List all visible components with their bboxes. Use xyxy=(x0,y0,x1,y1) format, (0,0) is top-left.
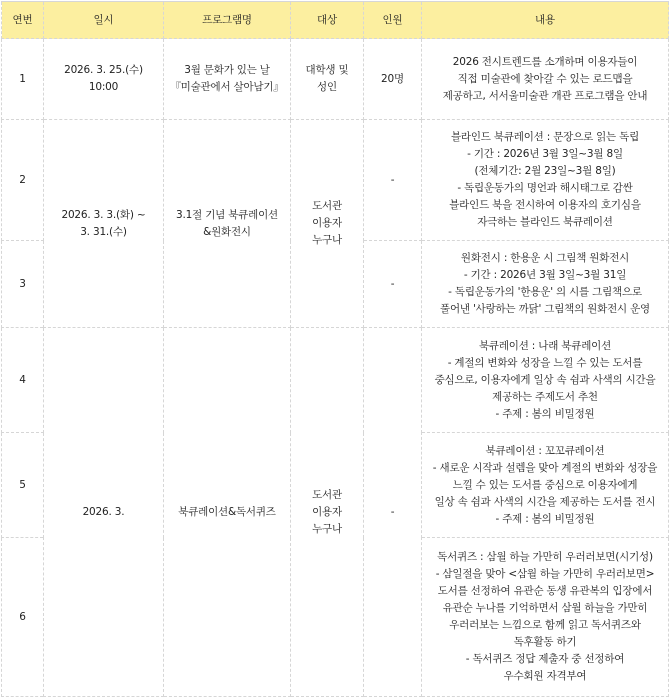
content-cell: 북큐레이션 : 꼬꼬큐레이션 - 새로운 시작과 설렘을 맞아 계절의 변화와 성장을 느낄 수 있는 도서를 중심으로 이용자에게 일상 속 쉼과 사색의 시간을 제공하는 도서를 전시 - 주제 : 봄의 비밀정원 xyxy=(422,433,669,538)
header-number: 연번 xyxy=(2,2,44,39)
header-target: 대상 xyxy=(291,2,364,39)
count-cell: - xyxy=(364,120,422,241)
program-cell: 3월 문화가 있는 날 『미술관에서 살아남기』 xyxy=(164,39,291,120)
program-table xyxy=(1,1,669,697)
table-header-row xyxy=(2,2,669,39)
target-cell: 도서관 이용자 누구나 xyxy=(291,328,364,697)
date-cell: 2026. 3. xyxy=(44,328,164,697)
target-cell: 도서관 이용자 누구나 xyxy=(291,120,364,328)
table-row xyxy=(2,328,669,433)
row-number: 5 xyxy=(2,433,44,538)
row-number: 1 xyxy=(2,39,44,120)
table-row xyxy=(2,120,669,241)
count-cell: 20명 xyxy=(364,39,422,120)
header-count: 인원 xyxy=(364,2,422,39)
row-number: 3 xyxy=(2,241,44,328)
table-row xyxy=(2,39,669,120)
header-date: 일시 xyxy=(44,2,164,39)
content-cell: 북큐레이션 : 나래 북큐레이션 - 계절의 변화와 성장을 느낄 수 있는 도서를 중심으로, 이용자에게 일상 속 쉼과 사색의 시간을 제공하는 주제도서 추천 - 주제 : 봄의 비밀정원 xyxy=(422,328,669,433)
program-cell: 북큐레이션&독서퀴즈 xyxy=(164,328,291,697)
content-cell: 2026 전시트렌드를 소개하며 이용자들이 직접 미술관에 찾아갈 수 있는 로드맵을 제공하고, 서서울미술관 개관 프로그램을 안내 xyxy=(422,39,669,120)
row-number: 4 xyxy=(2,328,44,433)
count-cell: - xyxy=(364,241,422,328)
date-cell: 2026. 3. 3.(화) ~ 3. 31.(수) xyxy=(44,120,164,328)
program-cell: 3.1절 기념 북큐레이션 &원화전시 xyxy=(164,120,291,328)
target-cell: 대학생 및 성인 xyxy=(291,39,364,120)
header-program: 프로그램명 xyxy=(164,2,291,39)
date-cell: 2026. 3. 25.(수) 10:00 xyxy=(44,39,164,120)
content-cell: 블라인드 북큐레이션 : 문장으로 읽는 독립 - 기간 : 2026년 3월 3일~3월 8일 (전체기간: 2월 23일~3월 8일) - 독립운동가의 명언과 해시태그로 감싼 블라인드 북을 전시하여 이용자의 호기심을 자극하는 블라인드 북큐레이션 xyxy=(422,120,669,241)
count-cell: - xyxy=(364,328,422,697)
content-cell: 원화전시 : 한용운 시 그림책 원화전시 - 기간 : 2026년 3월 3일~3월 31일 - 독립운동가의 '한용운' 의 시를 그림책으로 풀어낸 '사랑하는 까닭' 그림책의 원화전시 운영 xyxy=(422,241,669,328)
row-number: 6 xyxy=(2,538,44,697)
row-number: 2 xyxy=(2,120,44,241)
header-content: 내용 xyxy=(422,2,669,39)
content-cell: 독서퀴즈 : 삼월 하늘 가만히 우러러보면(시기성) - 삼일절을 맞아 <삼월 하늘 가만히 우러러보면> 도서를 선정하여 유관순 동생 유관복의 입장에서 유관순 누나를 기억하면서 삼월 하늘을 가만히 우러러보는 느낌으로 함께 읽고 독서퀴즈와 독후활동 하기 - 독서퀴즈 정답 제출자 중 선정하여 우수회원 자격부여 xyxy=(422,538,669,697)
